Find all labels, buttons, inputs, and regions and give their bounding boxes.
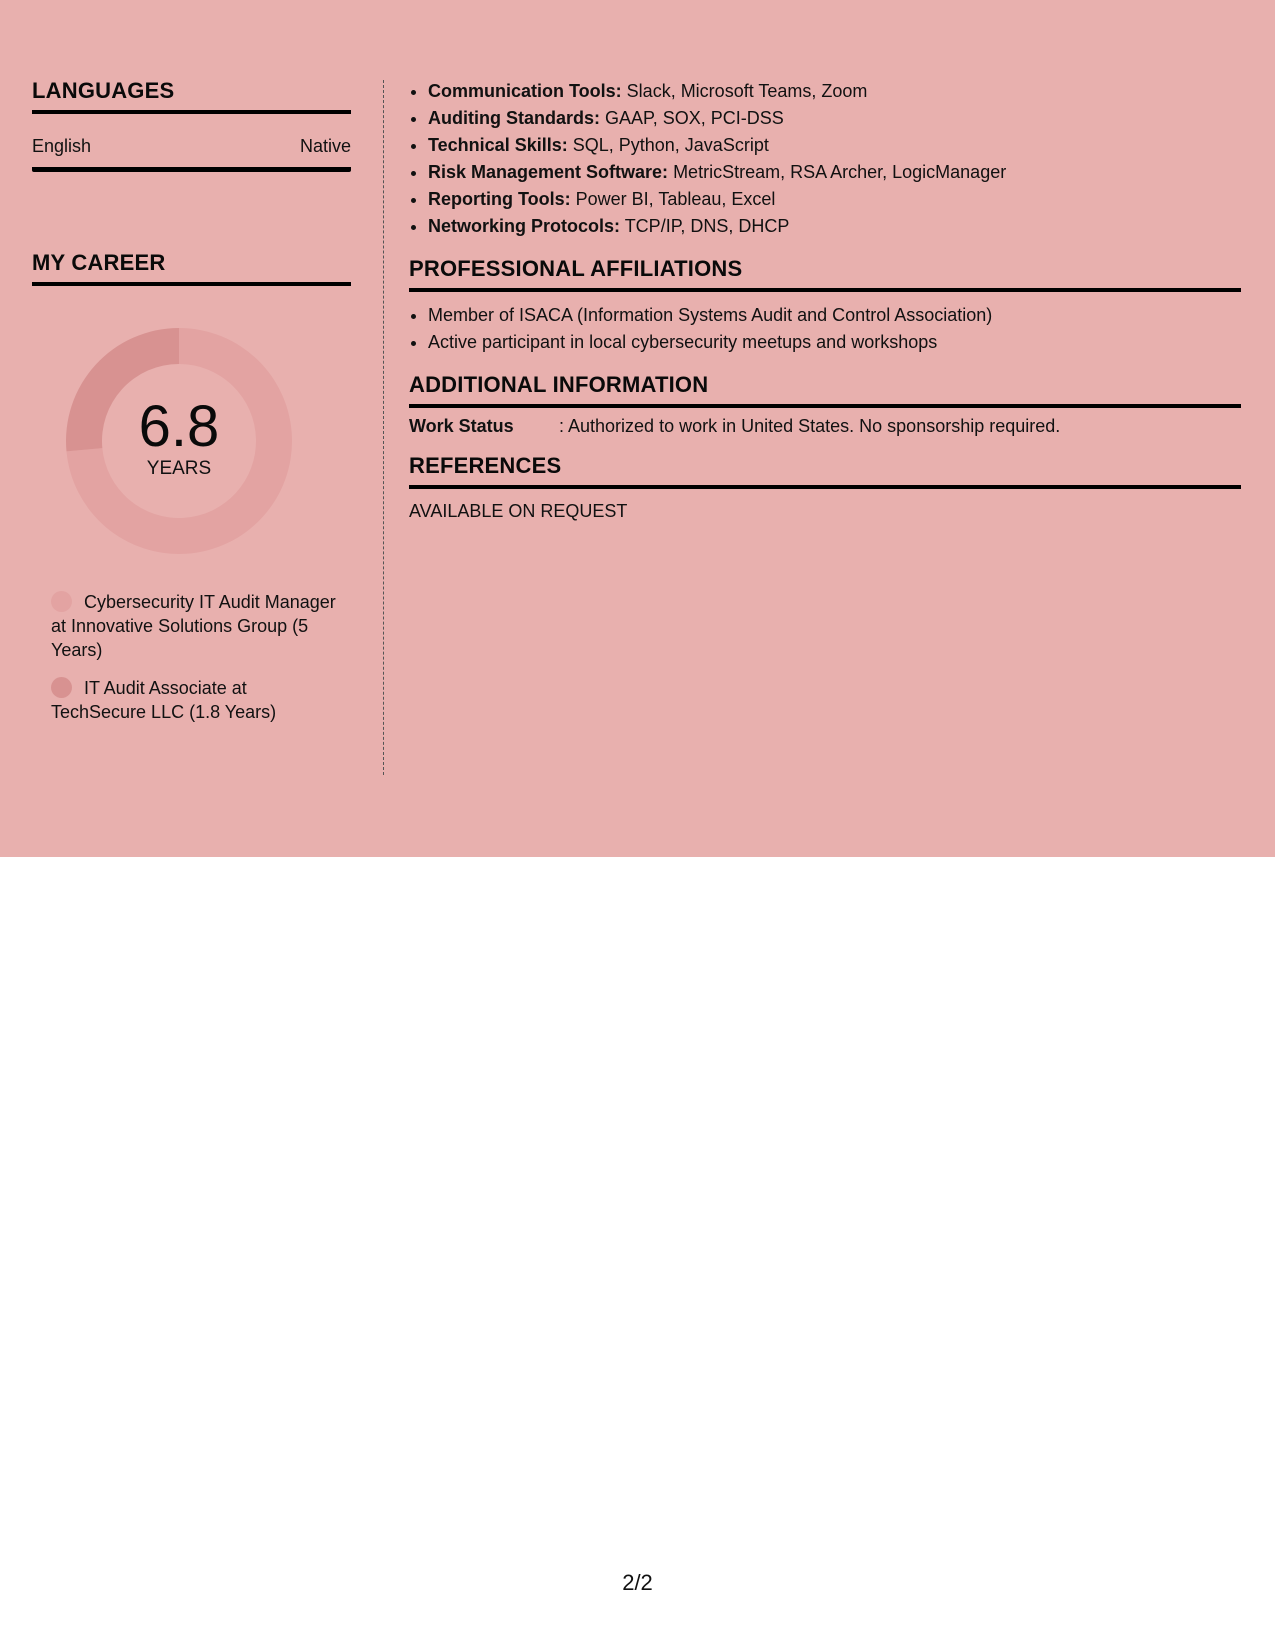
column-divider xyxy=(383,80,384,775)
work-status-value: : Authorized to work in United States. No sponsorship required. xyxy=(559,416,1061,436)
skill-value: GAAP, SOX, PCI-DSS xyxy=(600,108,784,128)
legend-dot-icon xyxy=(51,591,72,612)
skill-label: Risk Management Software: xyxy=(428,162,669,182)
career-donut-chart xyxy=(66,328,292,554)
skill-label: Technical Skills: xyxy=(428,135,568,155)
skill-item xyxy=(428,186,1241,213)
total-years-unit: YEARS xyxy=(146,458,212,479)
skill-item xyxy=(428,159,1241,186)
career-heading: MY CAREER xyxy=(32,250,351,286)
skill-item xyxy=(428,213,1241,240)
affiliations-list xyxy=(409,302,1241,356)
skills-list xyxy=(409,78,1241,240)
career-role-label: IT Audit Associate at TechSecure LLC (1.8 Years) xyxy=(51,678,277,722)
additional-info-heading: ADDITIONAL INFORMATION xyxy=(409,372,1241,408)
references-text: AVAILABLE ON REQUEST xyxy=(409,501,628,521)
skill-item xyxy=(428,132,1241,159)
references-heading: REFERENCES xyxy=(409,453,1241,489)
skill-label: Reporting Tools: xyxy=(428,189,571,209)
skill-item xyxy=(428,78,1241,105)
page-number: 2/2 xyxy=(622,1570,653,1595)
affiliations-heading: PROFESSIONAL AFFILIATIONS xyxy=(409,256,1241,292)
career-legend-item xyxy=(51,590,336,662)
affiliation-item: • Active participant in local cybersecurity meetups and workshops xyxy=(428,329,1241,356)
donut-center xyxy=(66,328,292,554)
skill-value: Power BI, Tableau, Excel xyxy=(570,189,776,209)
skill-label: Auditing Standards: xyxy=(428,108,600,128)
skill-value: SQL, Python, JavaScript xyxy=(567,135,769,155)
languages-heading: LANGUAGES xyxy=(32,78,351,114)
skill-value: TCP/IP, DNS, DHCP xyxy=(620,216,790,236)
skill-item xyxy=(428,105,1241,132)
skill-value: MetricStream, RSA Archer, LogicManager xyxy=(668,162,1007,182)
legend-dot-icon xyxy=(51,677,72,698)
work-status-label: Work Status xyxy=(409,416,514,436)
career-legend-item xyxy=(51,676,336,724)
career-role-label: Cybersecurity IT Audit Manager at Innovative Solutions Group (5 Years) xyxy=(51,592,336,660)
affiliation-item: • Member of ISACA (Information Systems Audit and Control Association) xyxy=(428,302,1241,329)
career-legend xyxy=(51,590,336,724)
language-row xyxy=(32,114,351,172)
total-years-value: 6.8 xyxy=(138,394,220,459)
left-column xyxy=(32,78,351,738)
skill-value: Slack, Microsoft Teams, Zoom xyxy=(621,81,868,101)
skill-label: Communication Tools: xyxy=(428,81,622,101)
language-name: English xyxy=(32,136,92,156)
work-status-row xyxy=(409,416,1241,437)
skill-label: Networking Protocols: xyxy=(428,216,621,236)
language-level: Native xyxy=(299,136,351,156)
right-column xyxy=(409,78,1241,522)
